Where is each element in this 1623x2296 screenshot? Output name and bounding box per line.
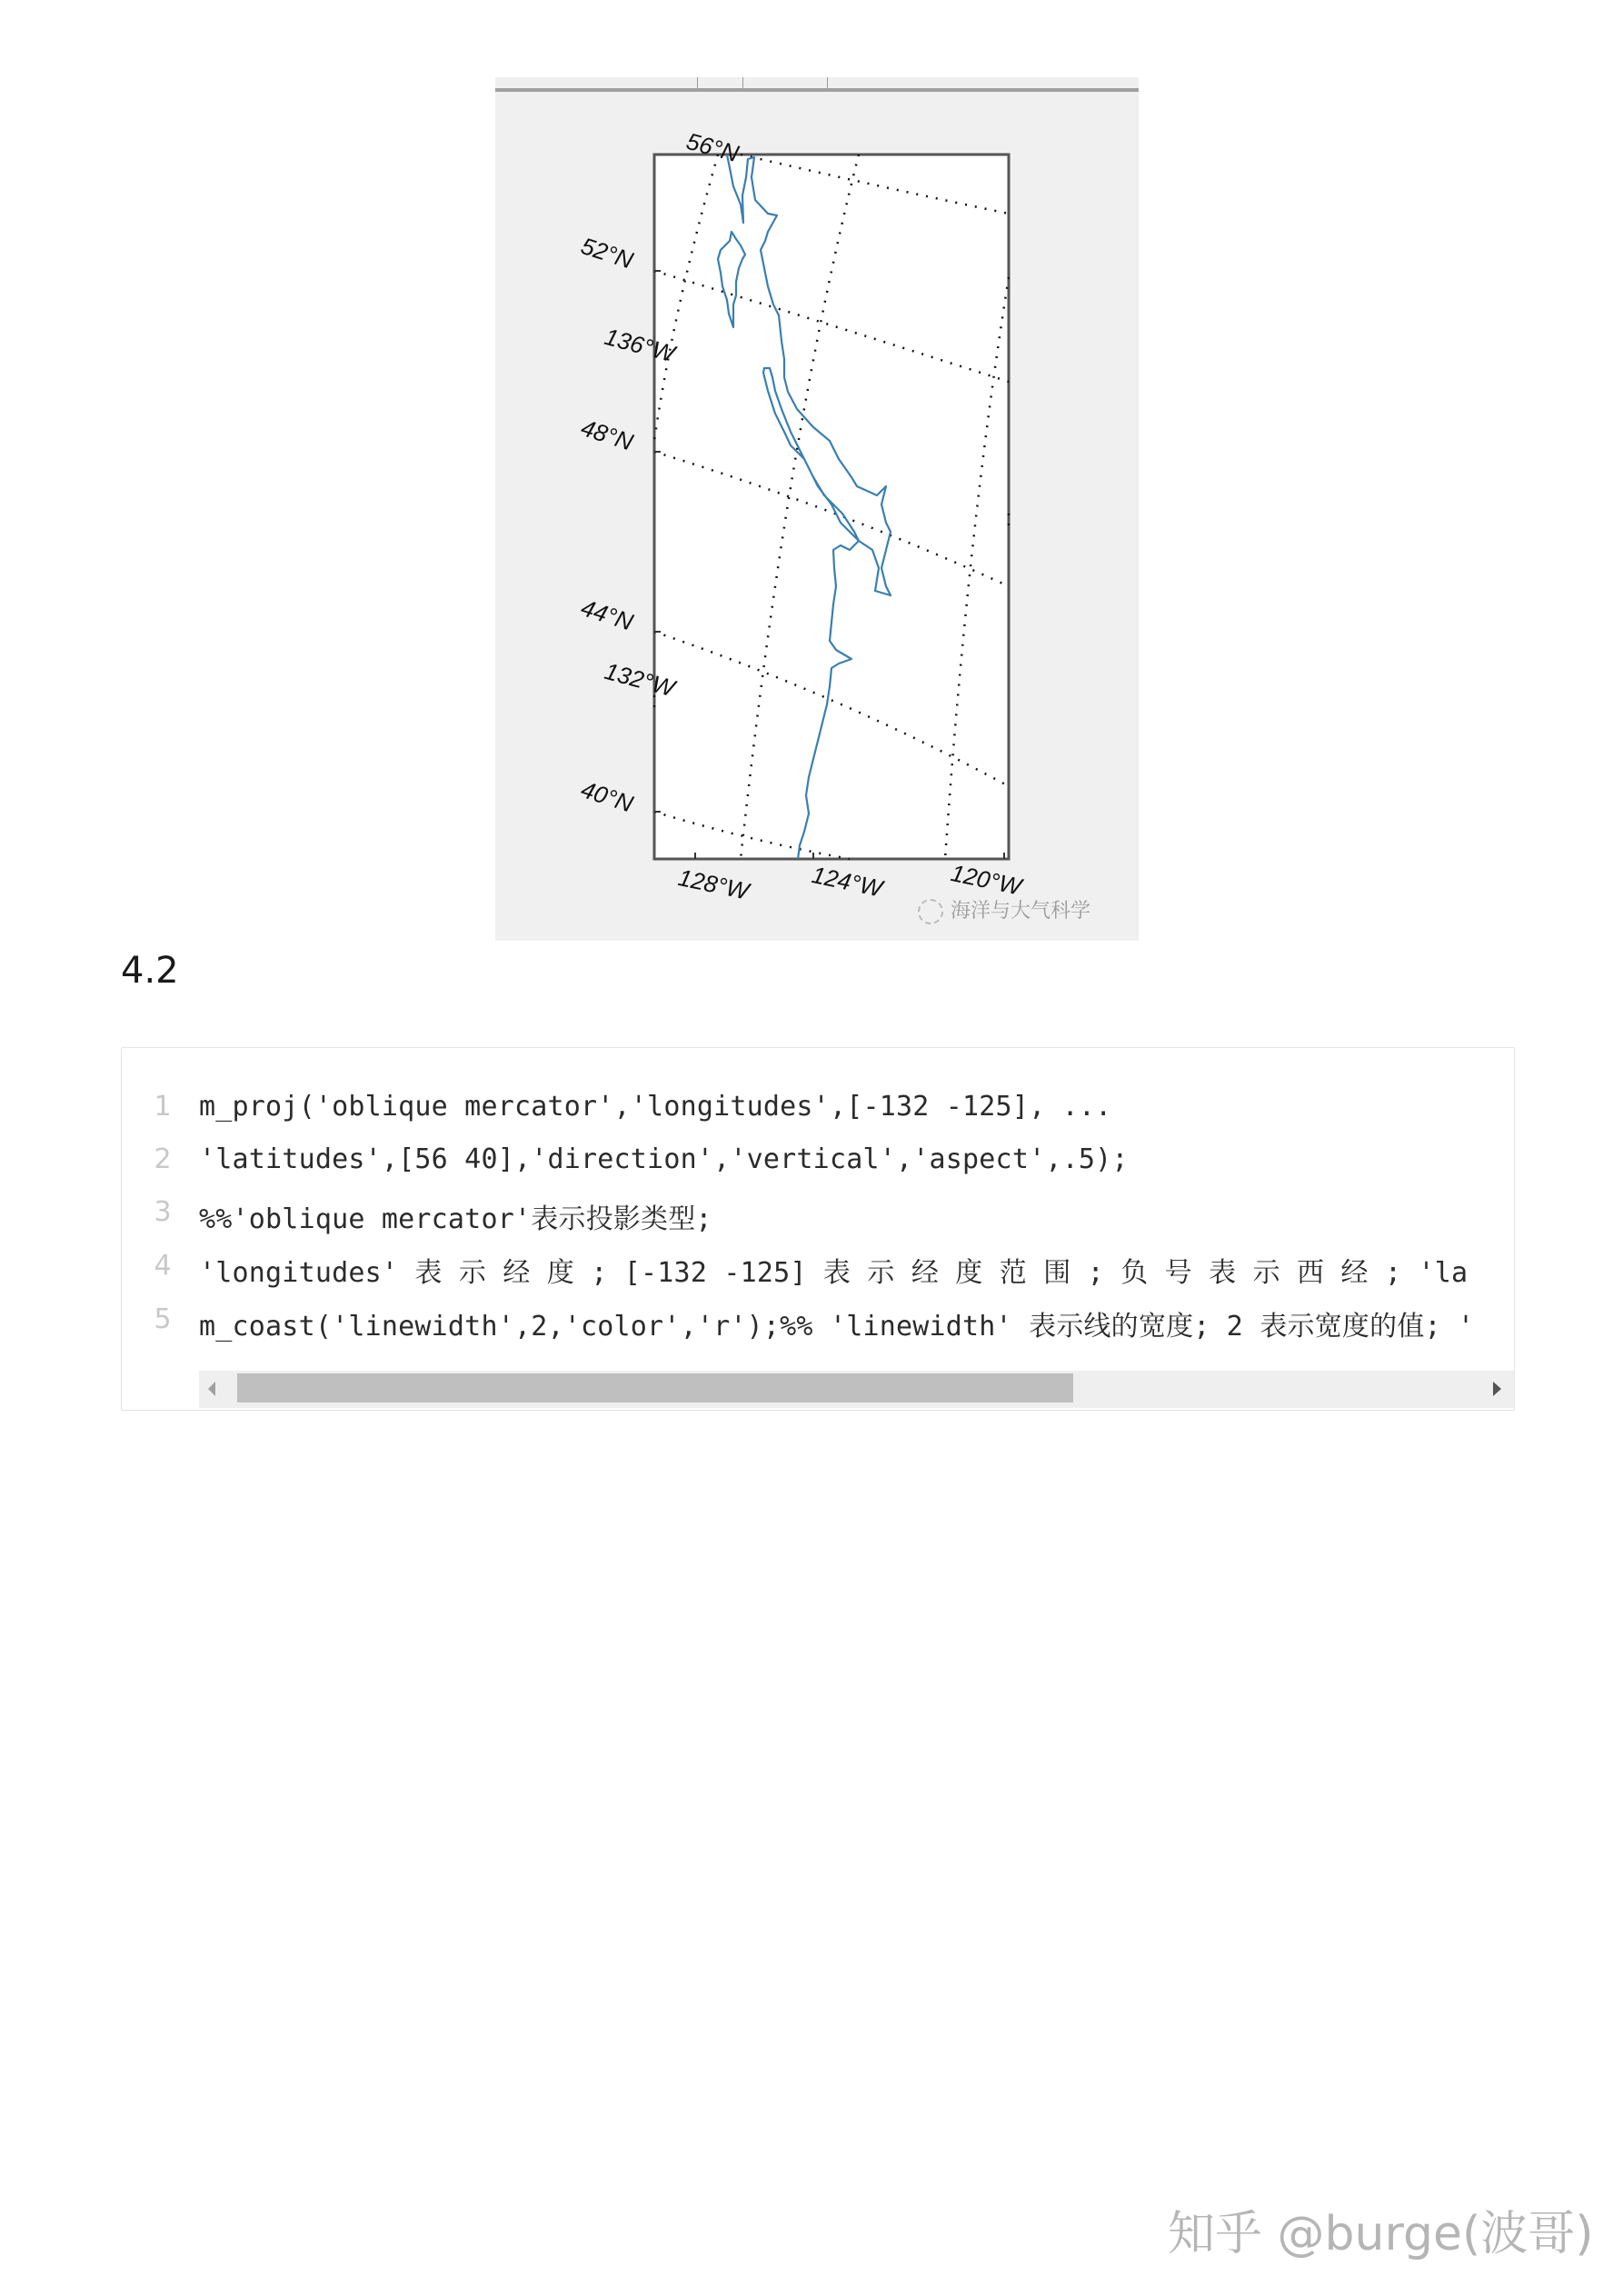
lat-label-40n: 40°N — [577, 775, 637, 818]
code-line — [122, 1303, 1514, 1343]
figure-watermark-text: 海洋与大气科学 — [951, 900, 1091, 923]
horizontal-scrollbar[interactable] — [199, 1371, 1514, 1408]
wechat-logo-icon — [918, 899, 943, 924]
code-line — [122, 1143, 1514, 1180]
lon-label-124w: 124°W — [809, 861, 885, 903]
lon-label-128w: 128°W — [675, 863, 752, 905]
lat-label-44n: 44°N — [577, 594, 637, 636]
scroll-left-arrow-icon[interactable] — [208, 1382, 215, 1396]
code-line — [122, 1196, 1514, 1233]
figure-watermark — [918, 895, 1090, 924]
lat-label-56n: 56°N — [683, 127, 742, 168]
code-text: m_proj('oblique mercator','longitudes',[-132 -125], ... — [199, 1091, 1112, 1123]
code-line — [122, 1250, 1514, 1289]
lat-label-52n: 52°N — [577, 232, 637, 275]
footer-watermark: 知乎 @burge(波哥) — [1168, 2207, 1594, 2261]
line-number: 1 — [154, 1091, 172, 1123]
code-line — [122, 1091, 1514, 1127]
map-figure — [495, 77, 1139, 941]
line-number: 4 — [154, 1250, 172, 1282]
lon-label-120w: 120°W — [948, 859, 1024, 901]
lon-label-136w: 136°W — [602, 323, 678, 368]
code-text: 'latitudes',[56 40],'direction','vertical','aspect',.5); — [199, 1143, 1129, 1175]
section-heading: 4.2 — [121, 950, 179, 992]
line-number: 3 — [154, 1196, 172, 1228]
scrollbar-thumb[interactable] — [237, 1373, 1073, 1403]
code-block — [121, 1047, 1515, 1411]
code-text: %%'oblique mercator'表示投影类型; — [199, 1203, 712, 1235]
plot-box — [654, 155, 1009, 859]
code-text: 'longitudes' 表 示 经 度 ; [-132 -125] 表 示 经 度 范 围 ; 负 号 表 示 西 经 ; 'la — [199, 1257, 1469, 1289]
lat-label-48n: 48°N — [577, 414, 637, 456]
lon-label-132w: 132°W — [602, 657, 678, 703]
code-text: m_coast('linewidth',2,'color','r');%% 'linewidth' 表示线的宽度; 2 表示宽度的值; ' — [199, 1311, 1475, 1343]
scroll-right-arrow-icon[interactable] — [1493, 1382, 1501, 1396]
line-number: 2 — [154, 1143, 172, 1175]
oblique-mercator-map — [495, 77, 1139, 941]
line-number: 5 — [154, 1303, 172, 1335]
